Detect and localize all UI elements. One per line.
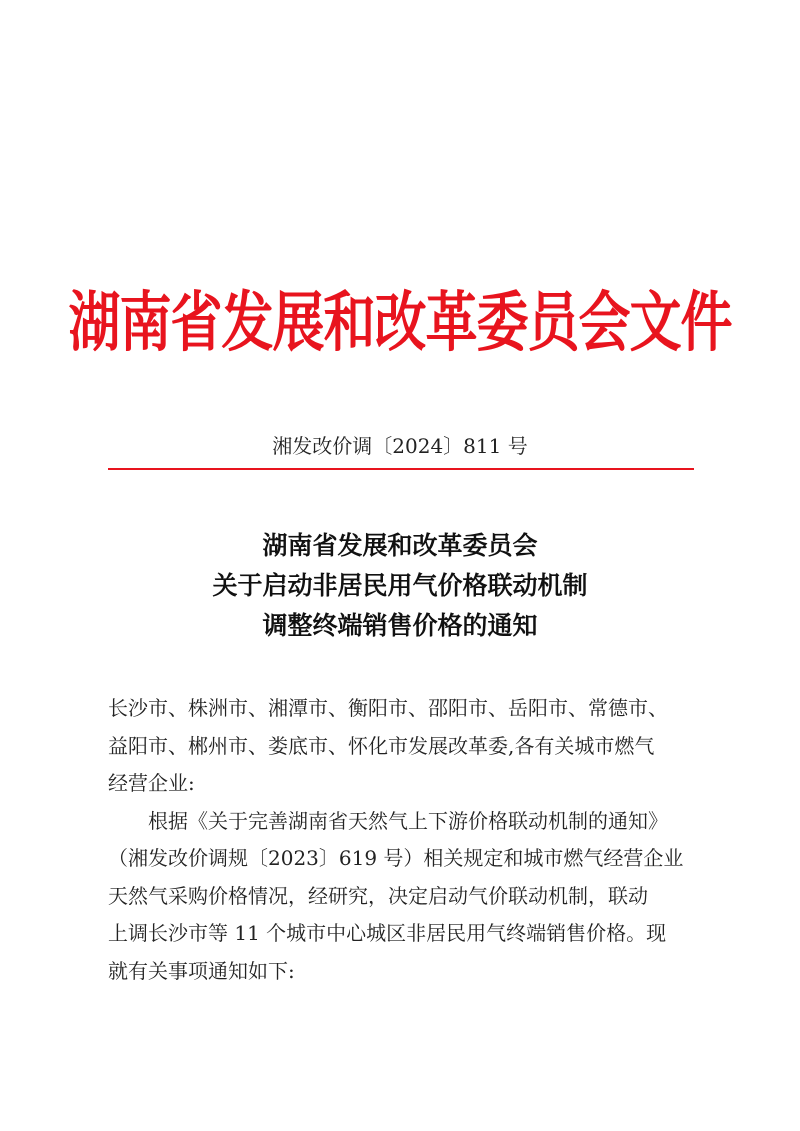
- paragraph-line: 天然气采购价格情况，经研究，决定启动气价联动机制，联动: [108, 883, 648, 908]
- addressee-line: 经营企业:: [108, 771, 195, 795]
- notice-title: [0, 526, 800, 646]
- paragraph-line: 上调长沙市等 11 个城市中心城区非居民用气终端销售价格。现: [108, 921, 667, 945]
- paragraph-line: 就有关事项通知如下:: [108, 958, 295, 983]
- masthead-title: 湖南省发展和改革委员会文件: [68, 284, 732, 361]
- title-line: 调整终端销售价格的通知: [262, 611, 538, 640]
- red-divider-line: [108, 468, 694, 470]
- title-line: 关于启动非居民用气价格联动机制: [212, 571, 588, 600]
- paragraph-line: 根据《关于完善湖南省天然气上下游价格联动机制的通知》: [148, 808, 668, 833]
- title-line: 湖南省发展和改革委员会: [262, 531, 538, 560]
- addressee-line: 长沙市、株洲市、湘潭市、衡阳市、邵阳市、岳阳市、常德市、: [108, 696, 668, 720]
- addressee-line: 益阳市、郴州市、娄底市、怀化市发展改革委,各有关城市燃气: [108, 733, 655, 758]
- document-body: [108, 690, 698, 990]
- paragraph-line: （湘发改价调规〔2023〕619 号）相关规定和城市燃气经营企业: [108, 846, 684, 870]
- document-number: 湘发改价调〔2024〕811 号: [272, 434, 528, 458]
